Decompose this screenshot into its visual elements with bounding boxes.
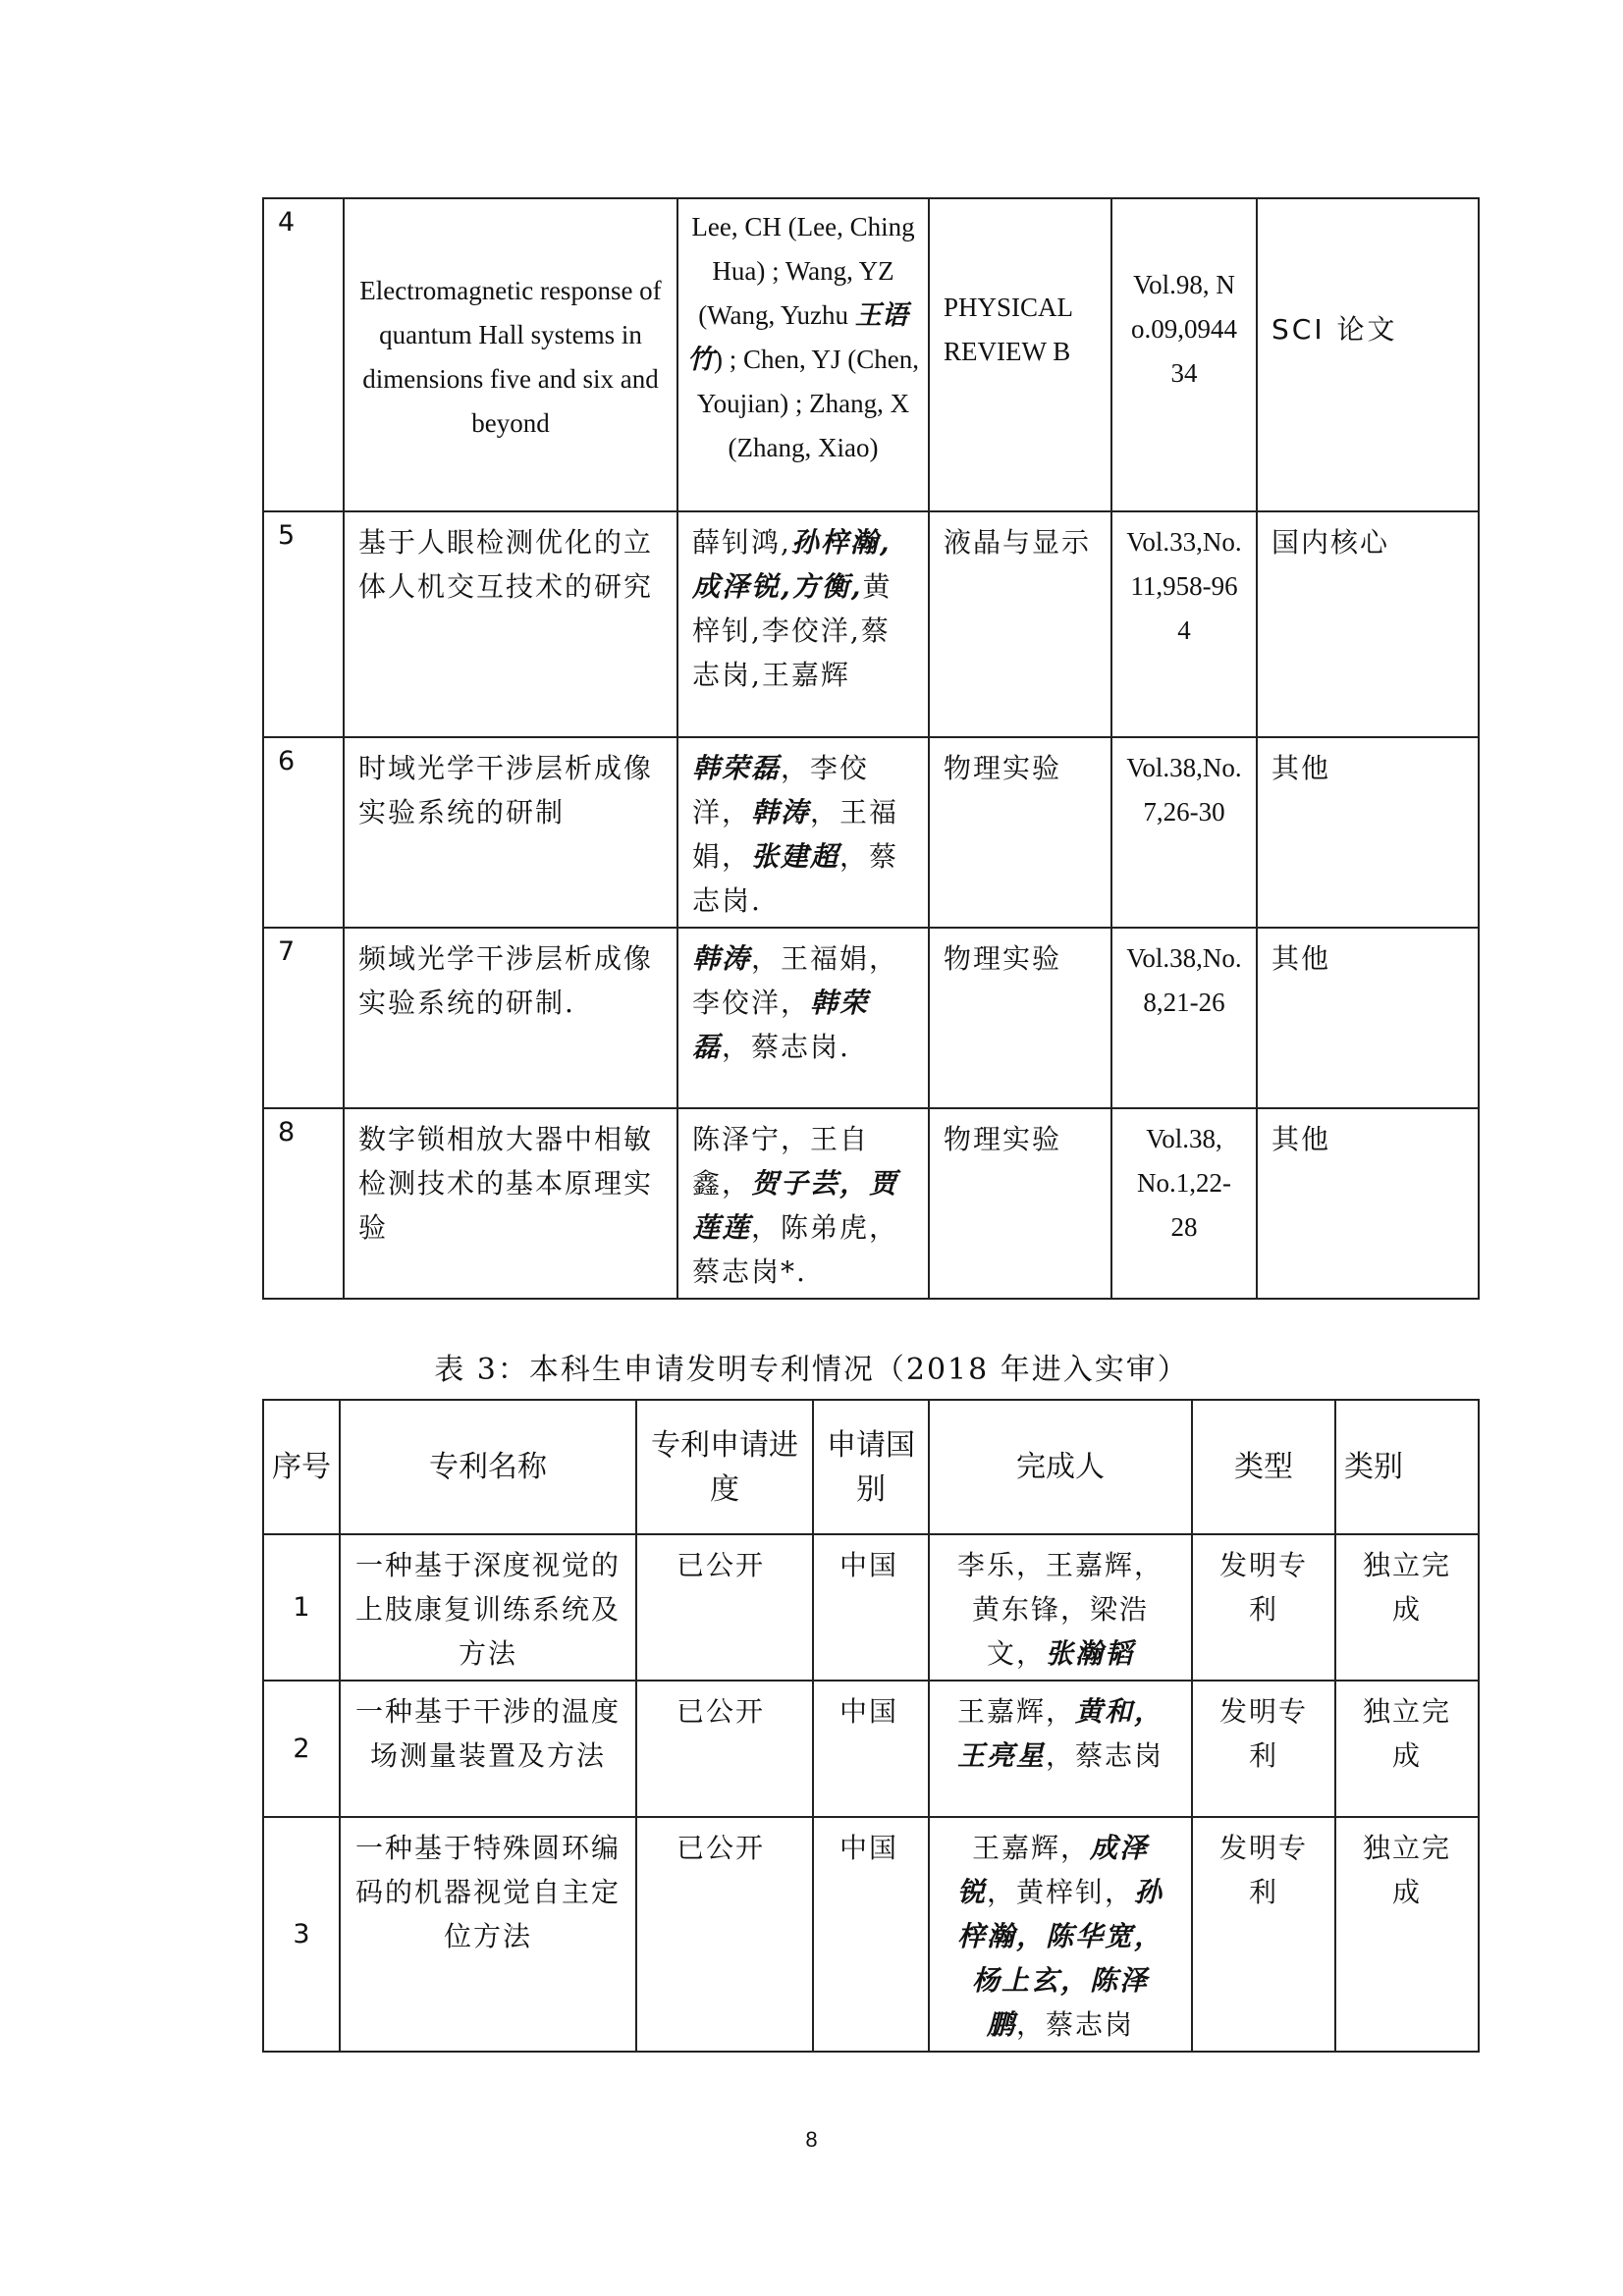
patent-progress: 已公开	[636, 1534, 813, 1681]
paper-type: 其他	[1257, 1108, 1479, 1299]
table-header-row	[263, 1400, 1479, 1534]
patent-people: 王嘉辉，黄和，王亮星，蔡志岗	[929, 1681, 1192, 1817]
volume-info: Vol.38,No.8,21-26	[1111, 928, 1257, 1108]
paper-title: Electromagnetic response of quantum Hall systems in dimensions five and six and beyond	[344, 198, 677, 511]
volume-info: Vol.98, No.09,094434	[1111, 198, 1257, 511]
patent-category: 独立完成	[1335, 1817, 1479, 2052]
journal-name: PHYSICAL REVIEW B	[929, 198, 1111, 511]
patent-country: 中国	[813, 1534, 929, 1681]
patent-name: 一种基于深度视觉的上肢康复训练系统及方法	[340, 1534, 636, 1681]
patent-category: 独立完成	[1335, 1681, 1479, 1817]
paper-type: 其他	[1257, 737, 1479, 928]
header-progress: 专利申请进度	[636, 1400, 813, 1534]
header-category: 类别	[1335, 1400, 1479, 1534]
row-number: 8	[263, 1108, 344, 1299]
patent-kind: 发明专利	[1192, 1534, 1335, 1681]
patent-people: 王嘉辉，成泽锐，黄梓钊，孙梓瀚，陈华宽，杨上玄，陈泽鹏，蔡志岗	[929, 1817, 1192, 2052]
patent-progress: 已公开	[636, 1681, 813, 1817]
journal-name: 物理实验	[929, 1108, 1111, 1299]
paper-authors: 薛钊鸿,孙梓瀚,成泽锐,方衡,黄梓钊,李佼洋,蔡志岗,王嘉辉	[677, 511, 929, 737]
table-row	[263, 1817, 1479, 2052]
patent-name: 一种基于干涉的温度场测量装置及方法	[340, 1681, 636, 1817]
volume-info: Vol.38,No.7,26-30	[1111, 737, 1257, 928]
table-caption: 表 3：本科生申请发明专利情况（2018 年进入实审）	[434, 1353, 1189, 1387]
row-number: 1	[263, 1534, 340, 1681]
header-name: 专利名称	[340, 1400, 636, 1534]
journal-name: 物理实验	[929, 928, 1111, 1108]
paper-type: 其他	[1257, 928, 1479, 1108]
patent-kind: 发明专利	[1192, 1817, 1335, 2052]
header-people: 完成人	[929, 1400, 1192, 1534]
table-row	[263, 737, 1479, 928]
table-row	[263, 1681, 1479, 1817]
volume-info: Vol.33,No.11,958-964	[1111, 511, 1257, 737]
patent-category: 独立完成	[1335, 1534, 1479, 1681]
patents-table	[262, 1399, 1480, 2053]
papers-table	[262, 197, 1480, 1300]
paper-authors: 陈泽宁，王自鑫，贺子芸，贾莲莲，陈弟虎，蔡志岗*.	[677, 1108, 929, 1299]
patent-name: 一种基于特殊圆环编码的机器视觉自主定位方法	[340, 1817, 636, 2052]
patent-kind: 发明专利	[1192, 1681, 1335, 1817]
row-number: 2	[263, 1681, 340, 1817]
row-number: 7	[263, 928, 344, 1108]
patent-country: 中国	[813, 1817, 929, 2052]
row-number: 6	[263, 737, 344, 928]
table-row	[263, 1108, 1479, 1299]
table-row	[263, 1534, 1479, 1681]
journal-name: 物理实验	[929, 737, 1111, 928]
paper-type: 国内核心	[1257, 511, 1479, 737]
paper-title: 频域光学干涉层析成像实验系统的研制.	[344, 928, 677, 1108]
patent-country: 中国	[813, 1681, 929, 1817]
paper-title: 数字锁相放大器中相敏检测技术的基本原理实验	[344, 1108, 677, 1299]
paper-authors: Lee, CH (Lee, Ching Hua) ; Wang, YZ (Wang, Yuzhu 王语竹) ; Chen, YJ (Chen, Youjian) ; Zhang, X (Zhang, Xiao)	[677, 198, 929, 511]
row-number: 5	[263, 511, 344, 737]
patent-people: 李乐，王嘉辉，黄东锋，梁浩文，张瀚韬	[929, 1534, 1192, 1681]
journal-name: 液晶与显示	[929, 511, 1111, 737]
table-row	[263, 198, 1479, 511]
row-number: 3	[263, 1817, 340, 2052]
page-number: 8	[805, 2127, 818, 2152]
patent-progress: 已公开	[636, 1817, 813, 2052]
header-num: 序号	[263, 1400, 340, 1534]
paper-title: 基于人眼检测优化的立体人机交互技术的研究	[344, 511, 677, 737]
paper-authors: 韩涛，王福娟，李佼洋，韩荣磊，蔡志岗.	[677, 928, 929, 1108]
volume-info: Vol.38, No.1,22-28	[1111, 1108, 1257, 1299]
table-row	[263, 511, 1479, 737]
paper-title: 时域光学干涉层析成像实验系统的研制	[344, 737, 677, 928]
table-row	[263, 928, 1479, 1108]
paper-authors: 韩荣磊，李佼洋，韩涛，王福娟，张建超，蔡志岗.	[677, 737, 929, 928]
header-country: 申请国别	[813, 1400, 929, 1534]
row-number: 4	[263, 198, 344, 511]
paper-type: SCI 论文	[1257, 198, 1479, 511]
header-kind: 类型	[1192, 1400, 1335, 1534]
